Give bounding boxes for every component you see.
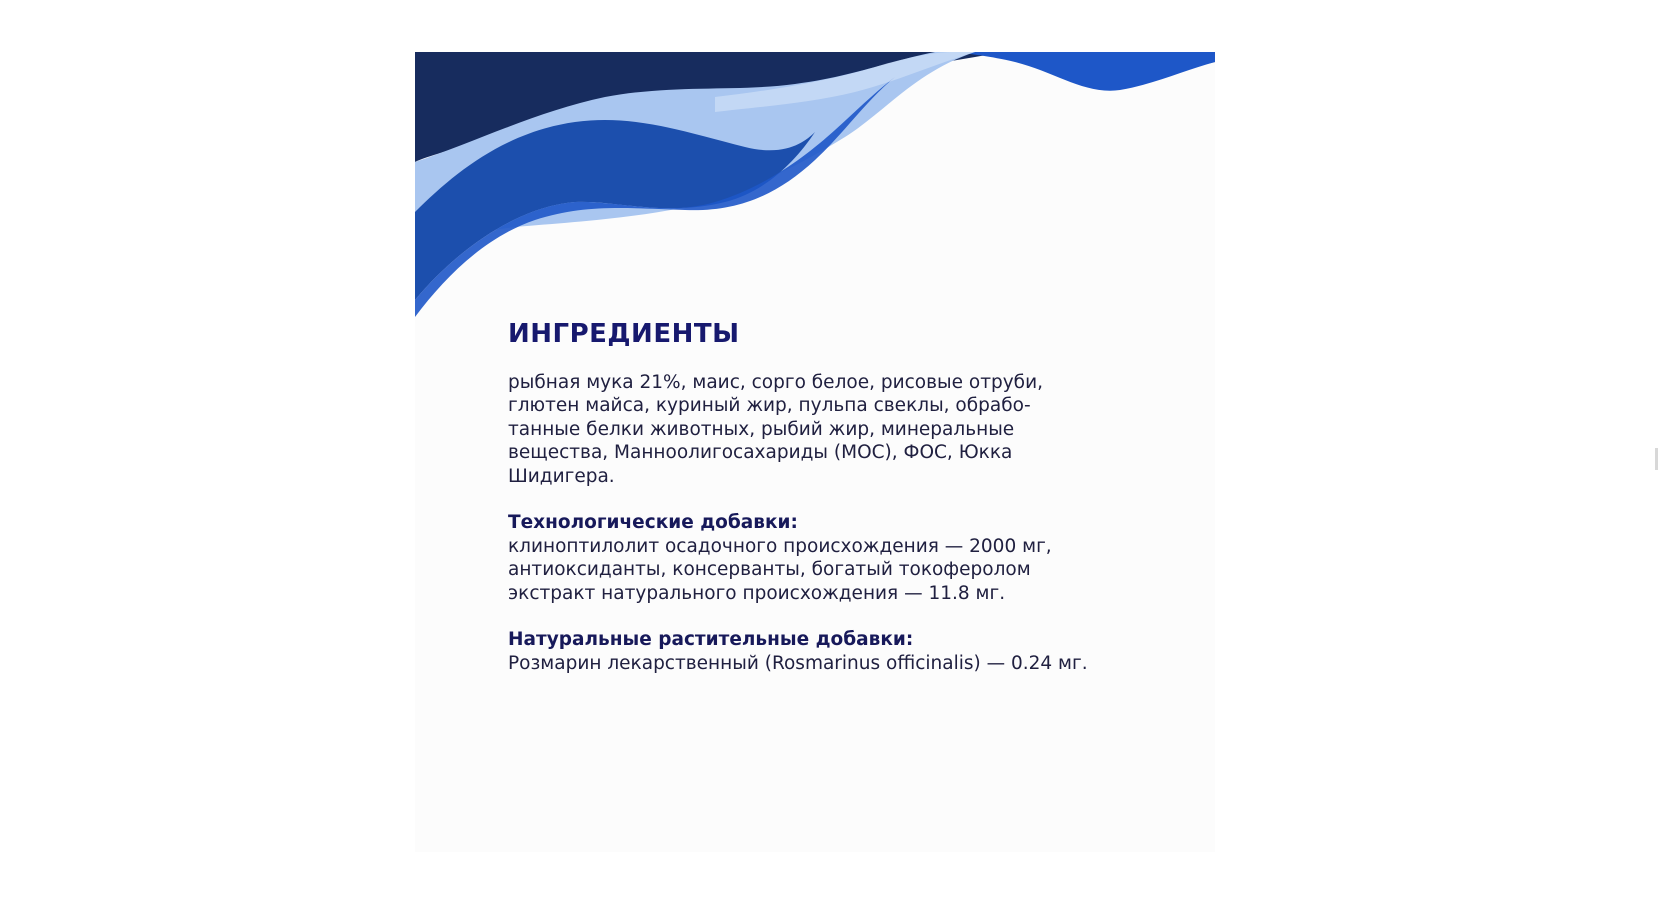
natural-additives-text: Розмарин лекарственный (Rosmarinus officinalis) — 0.24 мг. [508,652,1088,674]
ingredients-card [415,52,1215,852]
ingredients-list: рыбная мука 21%, маис, сорго белое, рисовые отруби, глютен майса, куриный жир, пульпа свеклы, обрабо- танные белки животных, рыбий жир, минеральные вещества, Манноолигосахариды (МОС), ФОС, Юкка Шидигера. [508,371,1043,487]
wave-decoration [415,52,1215,322]
tech-additives-title: Технологические добавки: [508,512,798,534]
wave-top-right [955,52,1215,91]
ingredients-heading: ИНГРЕДИЕНТЫ [508,319,740,349]
natural-additives-section [508,628,1148,675]
tech-additives-text: клиноптилолит осадочного происхождения — 2000 мг, антиоксиданты, консерванты, богатый токоферолом экстракт натурального происхождения — 11.8 мг. [508,535,1052,604]
natural-additives-title: Натуральные растительные добавки: [508,629,914,651]
ingredients-content [508,320,1148,675]
tech-additives-section [508,511,1148,605]
